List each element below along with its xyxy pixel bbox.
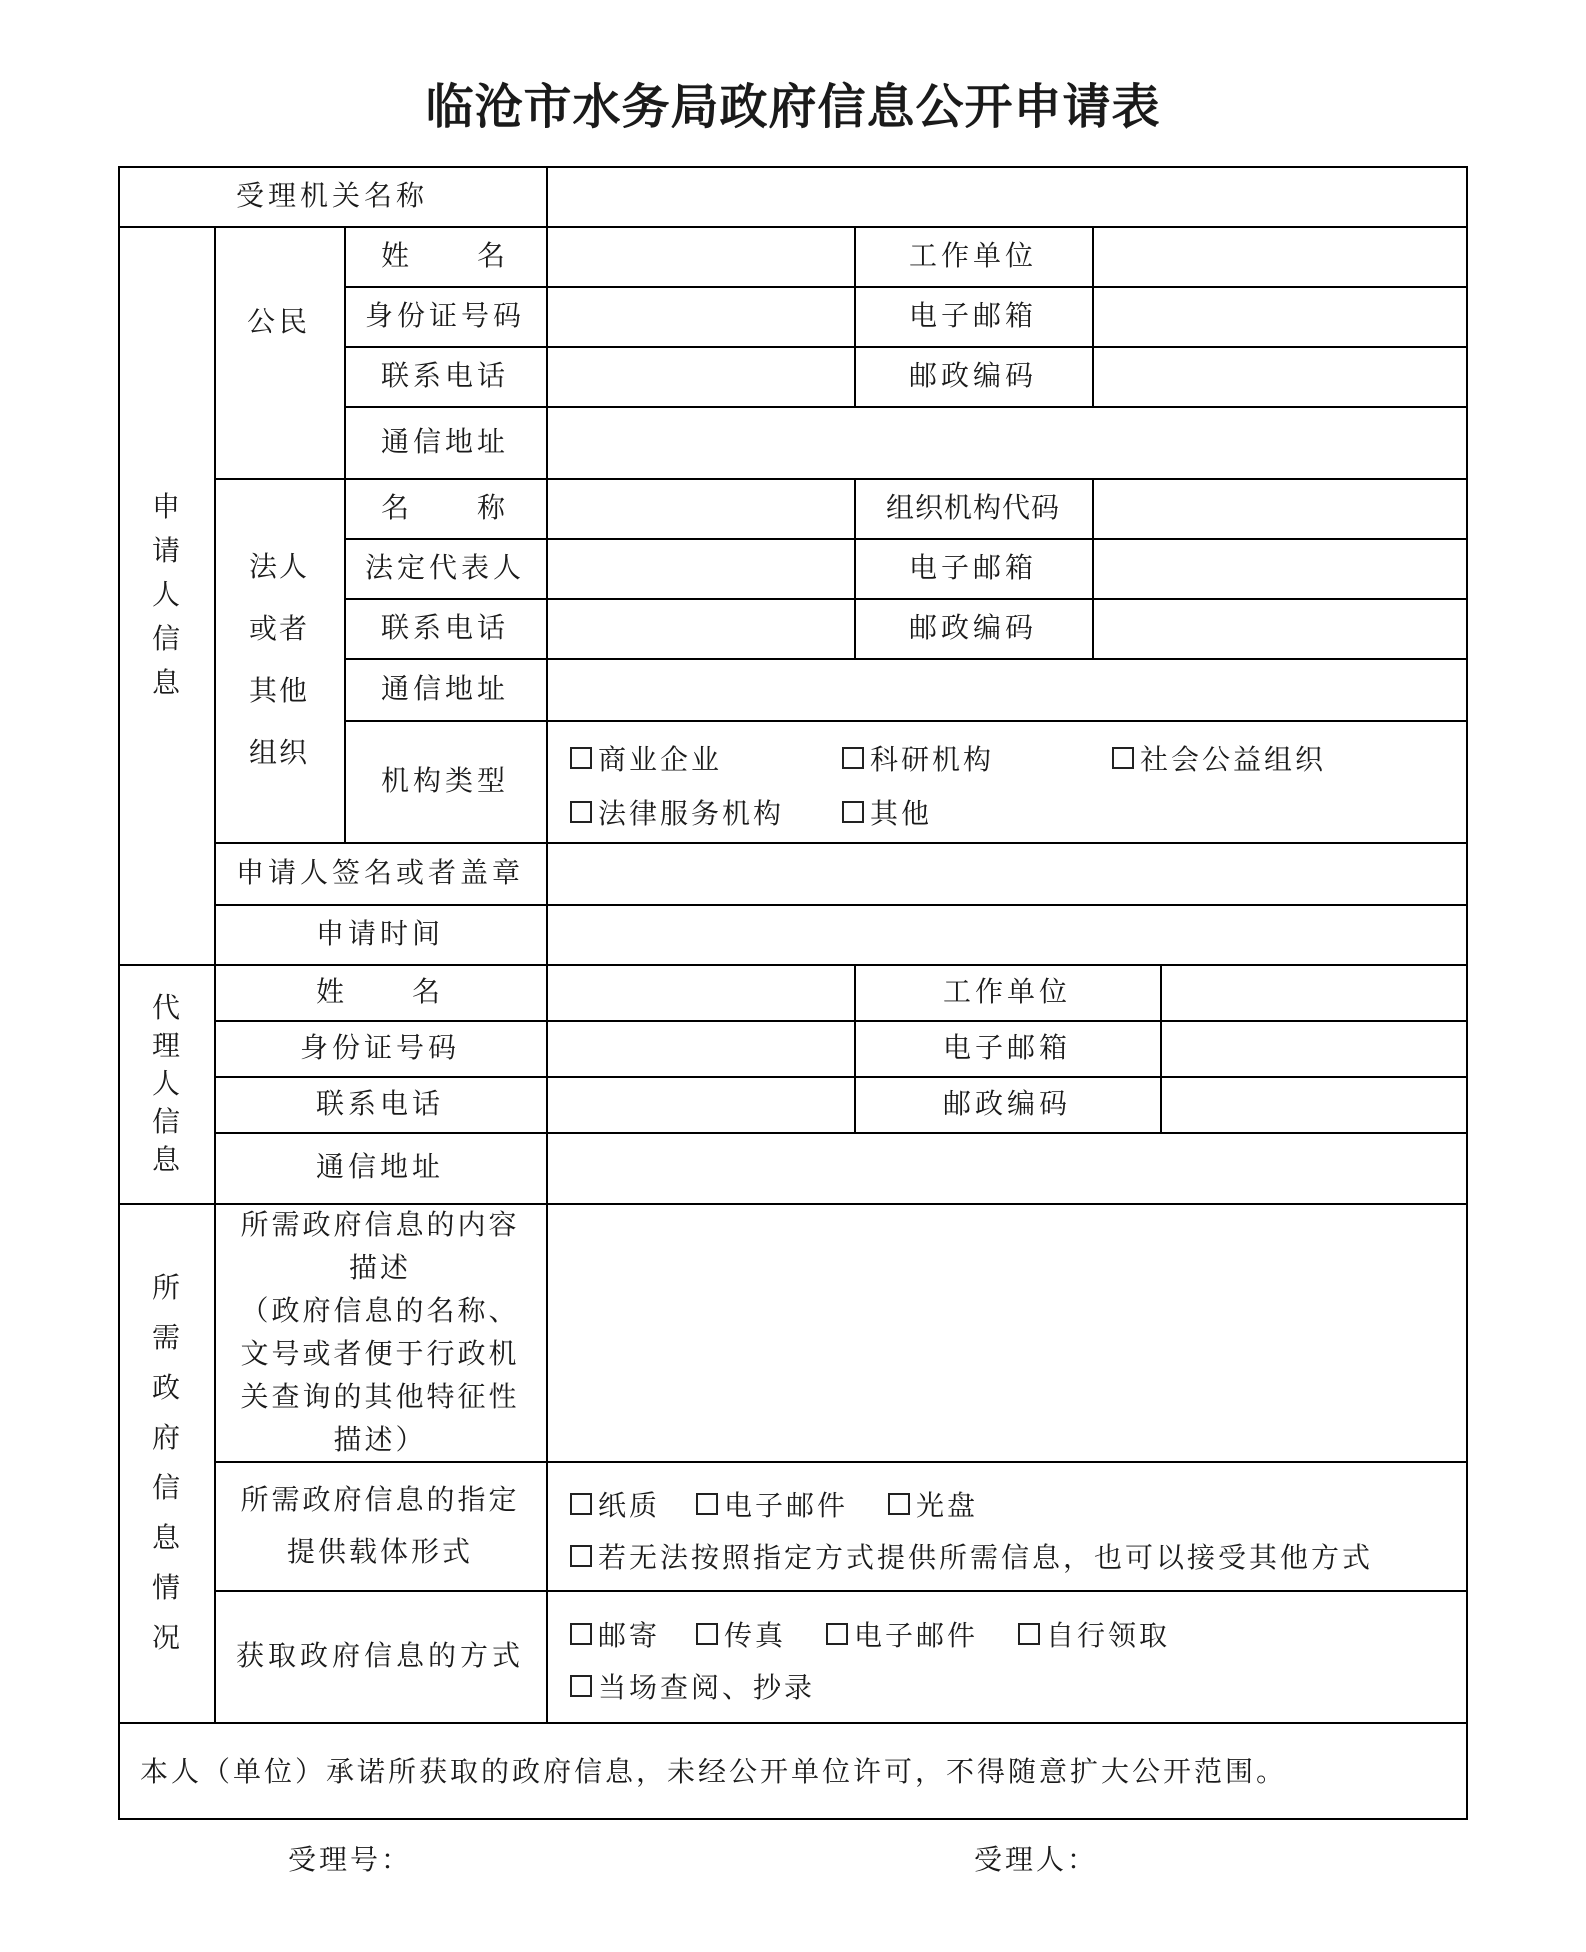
org-type-option-legal-service[interactable]: 法律服务机构 <box>570 792 784 832</box>
legal-rep-field[interactable] <box>548 540 854 598</box>
citizen-phone-label: 联系电话 <box>380 358 509 392</box>
legal-rep-label: 法定代表人 <box>364 550 525 584</box>
agent-name-field[interactable] <box>548 966 854 1020</box>
info-needed-label: 所 需 政 府 信 息 情 况 <box>151 1270 180 1654</box>
org-type-label: 机构类型 <box>380 763 509 797</box>
agent-phone-field[interactable] <box>548 1078 854 1132</box>
apply-time-field[interactable] <box>548 906 1466 964</box>
checkbox-icon[interactable] <box>570 801 592 823</box>
citizen-postcode-label: 邮政编码 <box>908 358 1037 392</box>
applicant-info-label: 申 请 人 信 息 <box>151 490 180 699</box>
legal-address-field[interactable] <box>548 660 1466 720</box>
legal-postcode-label: 邮政编码 <box>908 610 1037 644</box>
org-type-option-public-welfare[interactable]: 社会公益组织 <box>1112 738 1326 778</box>
citizen-work-unit-label: 工作单位 <box>908 238 1037 272</box>
checkbox-icon[interactable] <box>696 1493 718 1515</box>
carrier-option-disc[interactable]: 光盘 <box>888 1484 978 1524</box>
carrier-option-paper[interactable]: 纸质 <box>570 1484 660 1524</box>
application-form-table <box>118 166 1468 1820</box>
info-description-label: 所需政府信息的内容 描述 （政府信息的名称、 文号或者便于行政机 关查询的其他特征性 描述） <box>240 1208 520 1456</box>
accepting-agency-label: 受理机关名称 <box>235 178 428 212</box>
checkbox-icon[interactable] <box>826 1623 848 1645</box>
checkbox-icon[interactable] <box>570 1545 592 1567</box>
checkbox-icon[interactable] <box>1112 747 1134 769</box>
citizen-id-field[interactable] <box>548 288 854 346</box>
citizen-postcode-field[interactable] <box>1094 348 1466 406</box>
org-code-field[interactable] <box>1094 480 1466 538</box>
signature-field[interactable] <box>548 844 1466 904</box>
citizen-phone-field[interactable] <box>548 348 854 406</box>
agent-id-field[interactable] <box>548 1022 854 1076</box>
legal-address-label: 通信地址 <box>380 671 509 705</box>
legal-email-field[interactable] <box>1094 540 1466 598</box>
citizen-work-unit-field[interactable] <box>1094 228 1466 286</box>
method-option-self-pickup[interactable]: 自行领取 <box>1018 1614 1170 1654</box>
carrier-option-accept-other[interactable]: 若无法按照指定方式提供所需信息，也可以接受其他方式 <box>570 1536 1373 1576</box>
agent-postcode-field[interactable] <box>1162 1078 1466 1132</box>
agent-address-field[interactable] <box>548 1134 1466 1203</box>
agent-phone-label: 联系电话 <box>315 1086 444 1120</box>
receipt-number-label: 受理号： <box>288 1843 413 1876</box>
method-option-onsite[interactable]: 当场查阅、抄录 <box>570 1666 815 1706</box>
org-type-option-research[interactable]: 科研机构 <box>842 738 994 778</box>
checkbox-icon[interactable] <box>888 1493 910 1515</box>
legal-email-label: 电子邮箱 <box>908 550 1037 584</box>
method-option-fax[interactable]: 传真 <box>696 1614 786 1654</box>
legal-phone-label: 联系电话 <box>380 610 509 644</box>
agent-postcode-label: 邮政编码 <box>942 1086 1071 1120</box>
org-code-label: 组织机构代码 <box>885 490 1060 524</box>
method-option-mail[interactable]: 邮寄 <box>570 1614 660 1654</box>
citizen-address-label: 通信地址 <box>380 424 509 458</box>
accepting-agency-field[interactable] <box>548 166 1466 226</box>
citizen-email-field[interactable] <box>1094 288 1466 346</box>
method-option-email[interactable]: 电子邮件 <box>826 1614 978 1654</box>
legal-person-group-label: 法人 或者 其他 组织 <box>248 550 309 769</box>
agent-address-label: 通信地址 <box>315 1150 444 1184</box>
checkbox-icon[interactable] <box>570 747 592 769</box>
page-title: 临沧市水务局政府信息公开申请表 <box>425 79 1161 135</box>
carrier-form-label: 所需政府信息的指定 提供载体形式 <box>240 1482 520 1568</box>
agent-id-label: 身份证号码 <box>299 1030 460 1064</box>
citizen-group-label: 公民 <box>246 304 311 338</box>
org-type-option-commercial[interactable]: 商业企业 <box>570 738 722 778</box>
legal-name-field[interactable] <box>548 480 854 538</box>
checkbox-icon[interactable] <box>696 1623 718 1645</box>
agent-email-label: 电子邮箱 <box>942 1030 1071 1064</box>
citizen-name-field[interactable] <box>548 228 854 286</box>
legal-phone-field[interactable] <box>548 600 854 658</box>
checkbox-icon[interactable] <box>570 1493 592 1515</box>
obtain-method-label: 获取政府信息的方式 <box>235 1638 524 1672</box>
citizen-email-label: 电子邮箱 <box>908 298 1037 332</box>
agent-name-label: 姓 名 <box>315 974 444 1008</box>
agent-email-field[interactable] <box>1162 1022 1466 1076</box>
checkbox-icon[interactable] <box>570 1675 592 1697</box>
checkbox-icon[interactable] <box>1018 1623 1040 1645</box>
carrier-option-email[interactable]: 电子邮件 <box>696 1484 848 1524</box>
agent-work-unit-field[interactable] <box>1162 966 1466 1020</box>
receiver-label: 受理人： <box>974 1843 1099 1876</box>
checkbox-icon[interactable] <box>842 747 864 769</box>
signature-label: 申请人签名或者盖章 <box>235 855 524 889</box>
checkbox-icon[interactable] <box>842 801 864 823</box>
legal-name-label: 名 称 <box>380 490 509 524</box>
commitment-statement: 本人（单位）承诺所获取的政府信息，未经公开单位许可，不得随意扩大公开范围。 <box>140 1755 1288 1788</box>
citizen-address-field[interactable] <box>548 408 1466 478</box>
legal-postcode-field[interactable] <box>1094 600 1466 658</box>
agent-work-unit-label: 工作单位 <box>942 974 1071 1008</box>
agent-info-label: 代 理 人 信 息 <box>151 990 180 1176</box>
citizen-name-label: 姓 名 <box>380 238 509 272</box>
checkbox-icon[interactable] <box>570 1623 592 1645</box>
citizen-id-label: 身份证号码 <box>364 298 525 332</box>
org-type-option-other[interactable]: 其他 <box>842 792 932 832</box>
apply-time-label: 申请时间 <box>315 916 444 950</box>
info-description-field[interactable] <box>548 1205 1466 1461</box>
